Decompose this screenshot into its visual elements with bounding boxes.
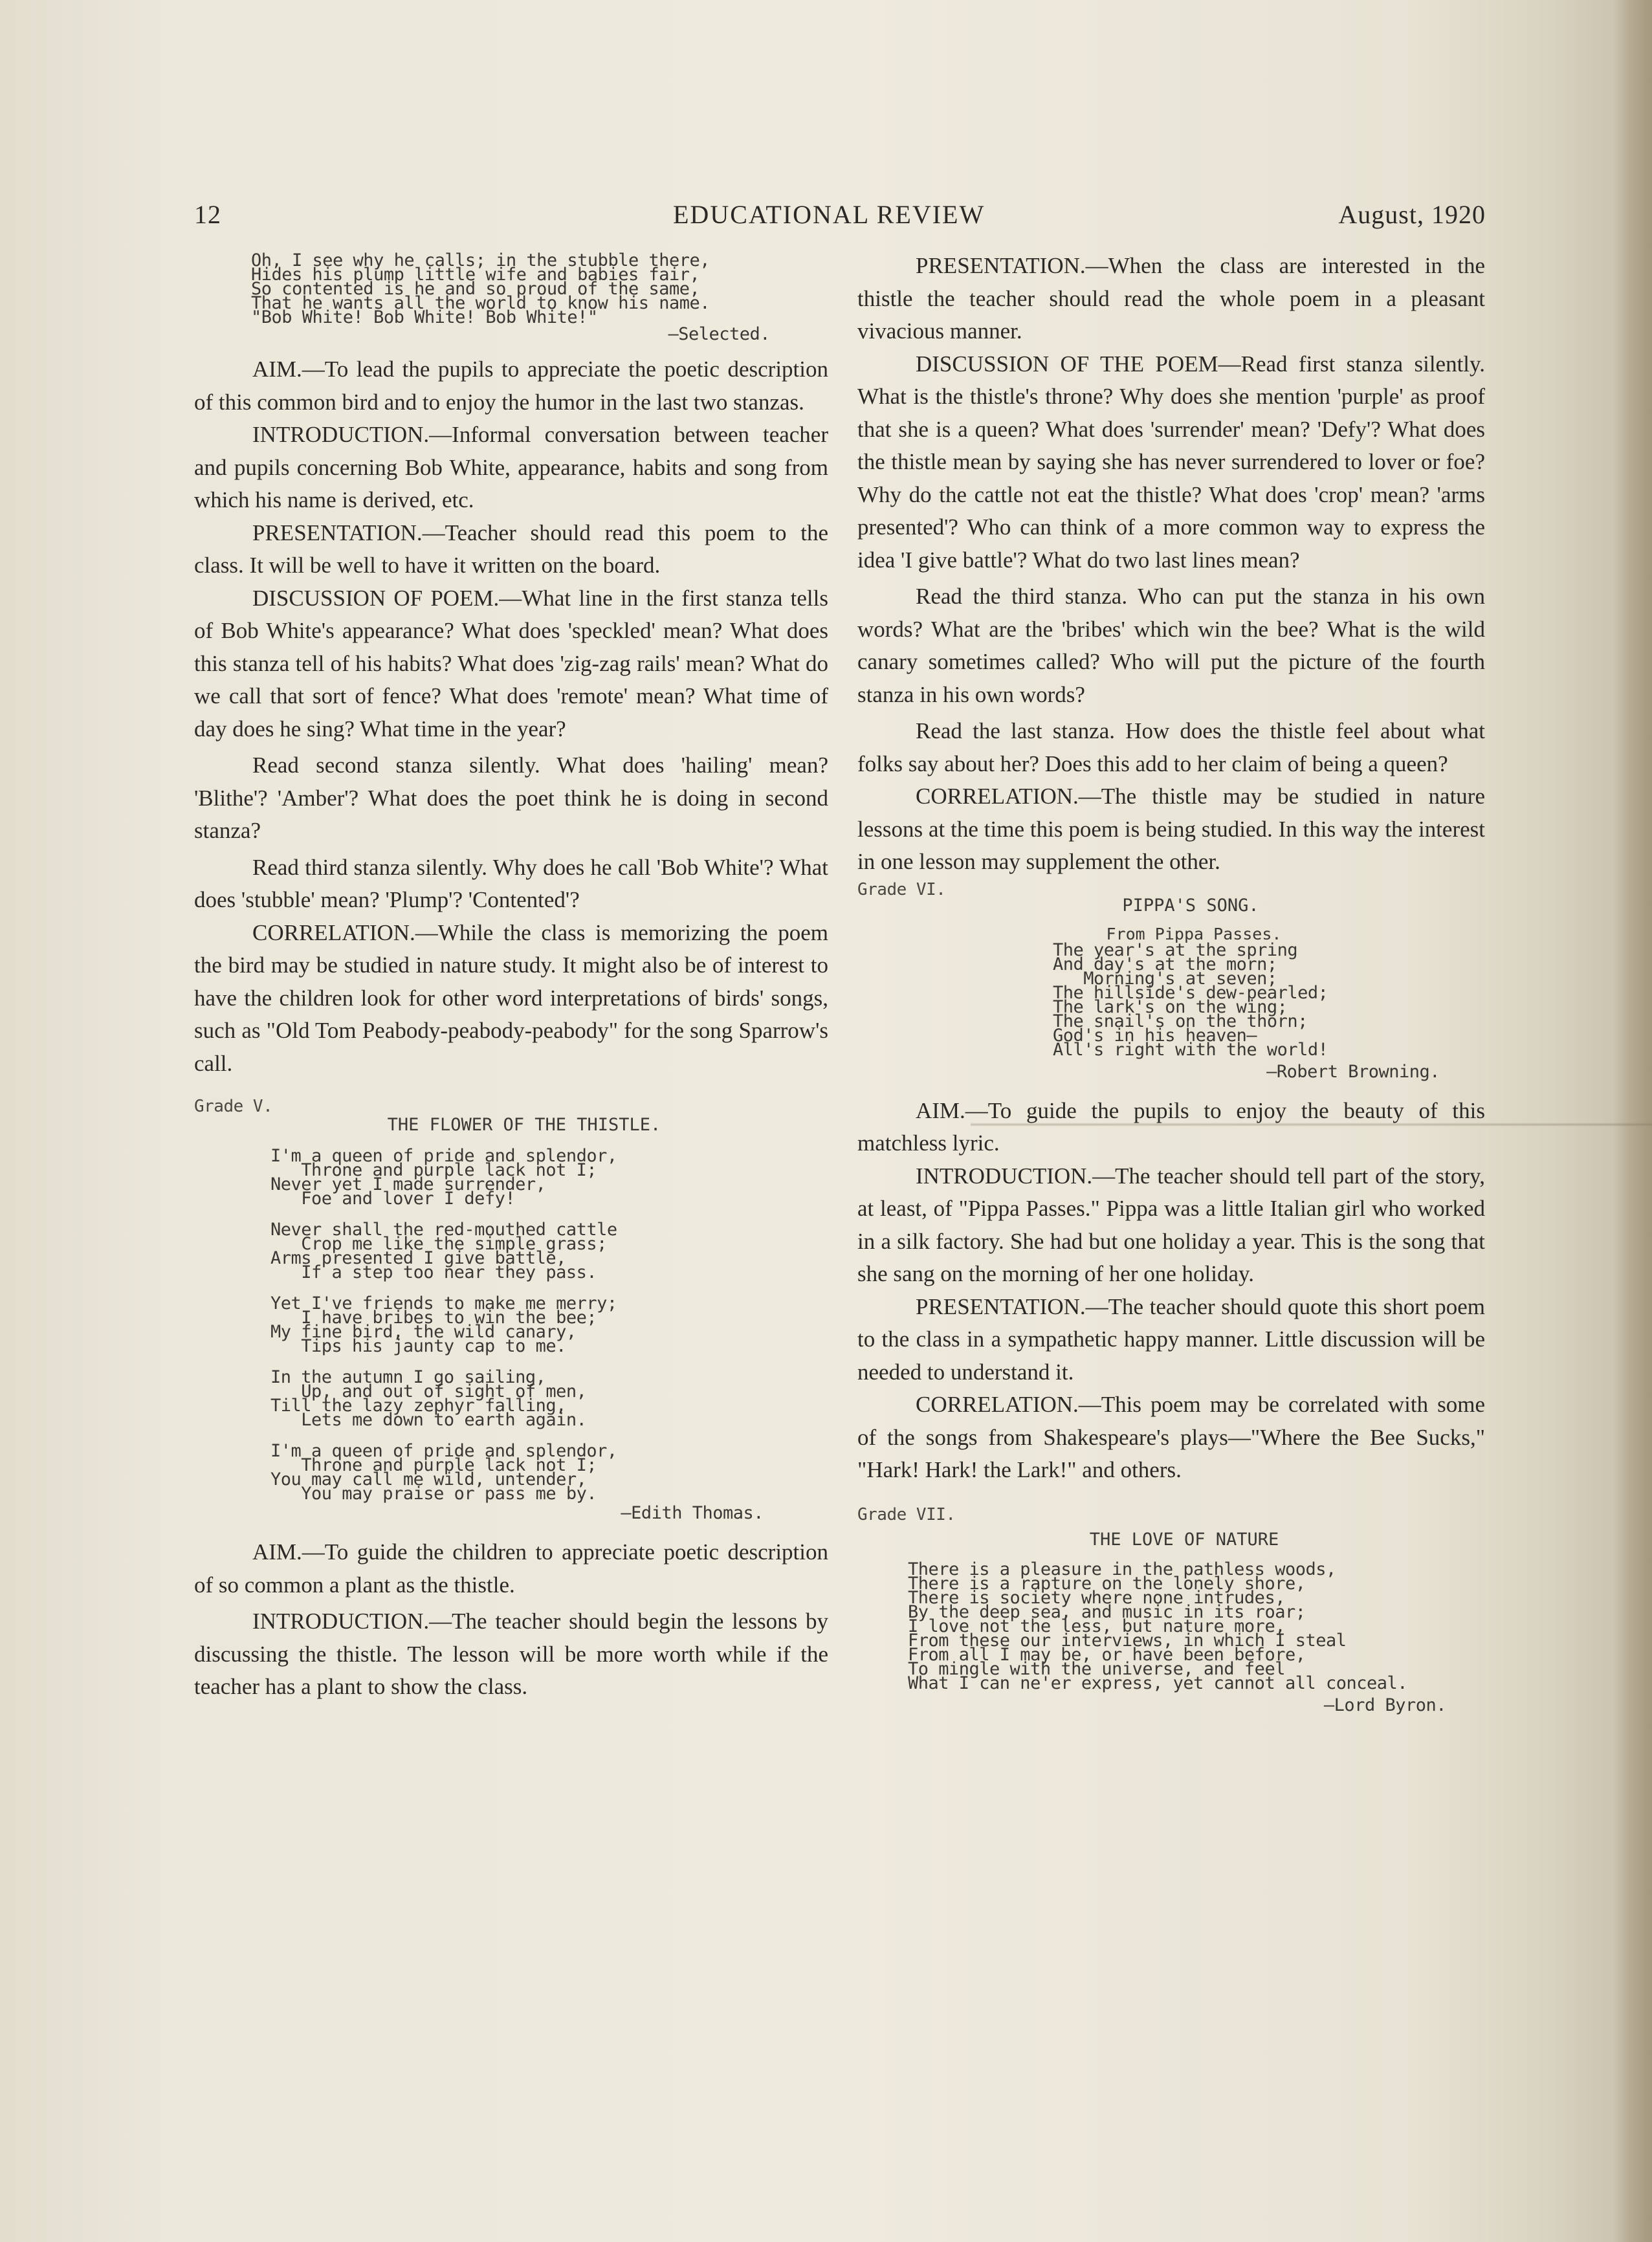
poem-stanza: Never shall the red-mouthed cattle Crop me like the simple grass; Arms presented I give battle, If a step too near they pass. (270, 1220, 617, 1282)
pippa-poem: The year's at the spring And day's at the morn; Morning's at seven; The hillside's dew-pearled; The lark's on the wing; The snail's on the thorn; God's in his heaven— All's right with the world! (1053, 940, 1328, 1060)
introduction-paragraph: INTRODUCTION.—Informal conversation between teacher and pupils concerning Bob White, appearance, habits and song from which his name is derived, etc. (194, 422, 828, 512)
poem-stanza: I'm a queen of pride and splendor, Throne and purple lack not I; Never yet I made surrender, Foe and lover I defy! (270, 1146, 617, 1209)
discussion-paragraph: DISCUSSION OF THE POEM—Read first stanza silently. What is the thistle's throne? Why does she mention 'purple' as proof that she is a queen? What does 'surrender' mean? 'Defy'? What does the thistle mean by saying she has never surrendered to lover or foe? Why do the cattle not eat the thistle? What does 'crop' mean? 'arms presented'? Who can think of a more common way to express the idea 'I give battle'? What do two last lines mean? (857, 351, 1485, 573)
left-column (194, 246, 828, 1704)
thistle-poem (194, 1146, 828, 1504)
issue-date: August, 1920 (1338, 200, 1486, 229)
correlation-paragraph: CORRELATION.—The thistle may be studied in nature lessons at the time this poem is being studied. In this way the interest in one lesson may supplement the other. (857, 784, 1485, 874)
third-stanza-paragraph: Read the third stanza. Who can put the stanza in his own words? What are the 'bribes' which win the bee? What is the wild canary sometimes called? Who will put the picture of the fourth stanza in his own words? (857, 584, 1485, 707)
grade-label: Grade VII. (857, 1504, 956, 1524)
discussion-paragraph: DISCUSSION OF POEM.—What line in the first stanza tells of Bob White's appearance? What does 'speckled' mean? What does this stanza tell of his habits? What does 'zig-zag rails' mean? What do we call that sort of fence? What does 'remote' mean? What time of day does he sing? What time in the year? (194, 585, 828, 742)
poem-title: PIPPA'S SONG. (1122, 895, 1259, 916)
presentation-paragraph-2: PRESENTATION.—The teacher should quote this short poem to the class in a sympathetic happy manner. Little discussion will be needed to understand it. (857, 1293, 1485, 1385)
aim-paragraph: AIM.—To lead the pupils to appreciate the poetic description of this common bird and to enjoy the humor in the last two stanzas. (194, 357, 828, 415)
nature-attribution: —Lord Byron. (1323, 1695, 1446, 1715)
grade-label: Grade VI. (857, 879, 946, 899)
poem-stanza: I'm a queen of pride and splendor, Throne and purple lack not I; You may call me wild, untender, You may praise or pass me by. (270, 1441, 617, 1504)
introduction-paragraph-2: INTRODUCTION.—The teacher should begin the lessons by discussing the thistle. The lesson will be more worth while if the teacher has a plant to show the class. (194, 1609, 828, 1699)
correlation-paragraph: CORRELATION.—While the class is memorizing the poem the bird may be studied in nature study. It might also be of interest to have the children look for other word interpretations of birds' songs, such as "Old Tom Peabody-peabody-peabody" for the song Sparrow's call. (194, 919, 828, 1076)
right-column (857, 246, 1485, 1715)
page-binding-shadow (1613, 0, 1652, 2242)
poem-stanza: Yet I've friends to make me merry; I have bribes to win the bee; My fine bird, the wild canary, Tips his jaunty cap to me. (270, 1293, 617, 1356)
third-stanza-paragraph: Read third stanza silently. Why does he call 'Bob White'? What does 'stubble' mean? 'Plump'? 'Contented'? (194, 854, 828, 912)
aim-paragraph: AIM.—To guide the pupils to enjoy the beauty of this matchless lyric. (857, 1097, 1485, 1156)
poem-title: THE LOVE OF NATURE (1089, 1529, 1279, 1550)
nature-poem: There is a pleasure in the pathless woods, There is a rapture on the lonely shore, There is society where none intrudes, By the deep sea, and music in its roar; I love not the less, but nature more, From these our interviews, in which I steal From all I may be, or have been before, To mingle with the universe, and feel What I can ne'er express, yet cannot all conceal. (908, 1559, 1408, 1693)
presentation-paragraph: PRESENTATION.—When the class are interested in the thistle the teacher should read the whole poem in a pleasant vivacious manner. (857, 253, 1485, 344)
introduction-paragraph: INTRODUCTION.—The teacher should tell part of the story, at least, of "Pippa Passes." Pippa was a little Italian girl who worked in a silk factory. She had but one holiday a year. This is the song that she sang on the morning of her one holiday. (857, 1163, 1485, 1286)
correlation-paragraph-2: CORRELATION.—This poem may be correlated with some of the songs from Shakespeare's plays—"Where the Bee Sucks," "Hark! Hark! the Lark!" and others. (857, 1392, 1485, 1482)
poem-stanza: In the autumn I go sailing, Up, and out of sight of men, Till the lazy zephyr falling, Lets me down to earth again. (270, 1367, 587, 1430)
grade-label: Grade V. (194, 1097, 273, 1116)
aim-paragraph-2: AIM.—To guide the children to appreciate poetic description of so common a plant as the thistle. (194, 1539, 828, 1598)
poem-source: From Pippa Passes. (1106, 924, 1282, 943)
second-stanza-paragraph: Read second stanza silently. What does 'hailing' mean? 'Blithe'? 'Amber'? What does the poet think he is doing in second stanza? (194, 753, 828, 843)
thistle-attribution: —Edith Thomas. (621, 1503, 764, 1523)
bobwhite-poem-ending: Oh, I see why he calls; in the stubble there, Hides his plump little wife and babies fair, So contented is he and so proud of the same, That he wants all the world to know his name. "Bob White! Bob White! Bob White!" (251, 250, 710, 327)
poem-title: THE FLOWER OF THE THISTLE. (387, 1115, 661, 1135)
presentation-paragraph: PRESENTATION.—Teacher should read this poem to the class. It will be well to have it written on the board. (194, 520, 828, 578)
bobwhite-attribution: —Selected. (668, 324, 770, 344)
page-number: 12 (194, 200, 221, 229)
pippa-attribution: —Robert Browning. (1266, 1061, 1440, 1082)
last-stanza-paragraph: Read the last stanza. How does the thistle feel about what folks say about her? Does this add to her claim of being a queen? (857, 718, 1485, 776)
running-header (194, 199, 1486, 236)
journal-title: EDUCATIONAL REVIEW (673, 200, 986, 229)
